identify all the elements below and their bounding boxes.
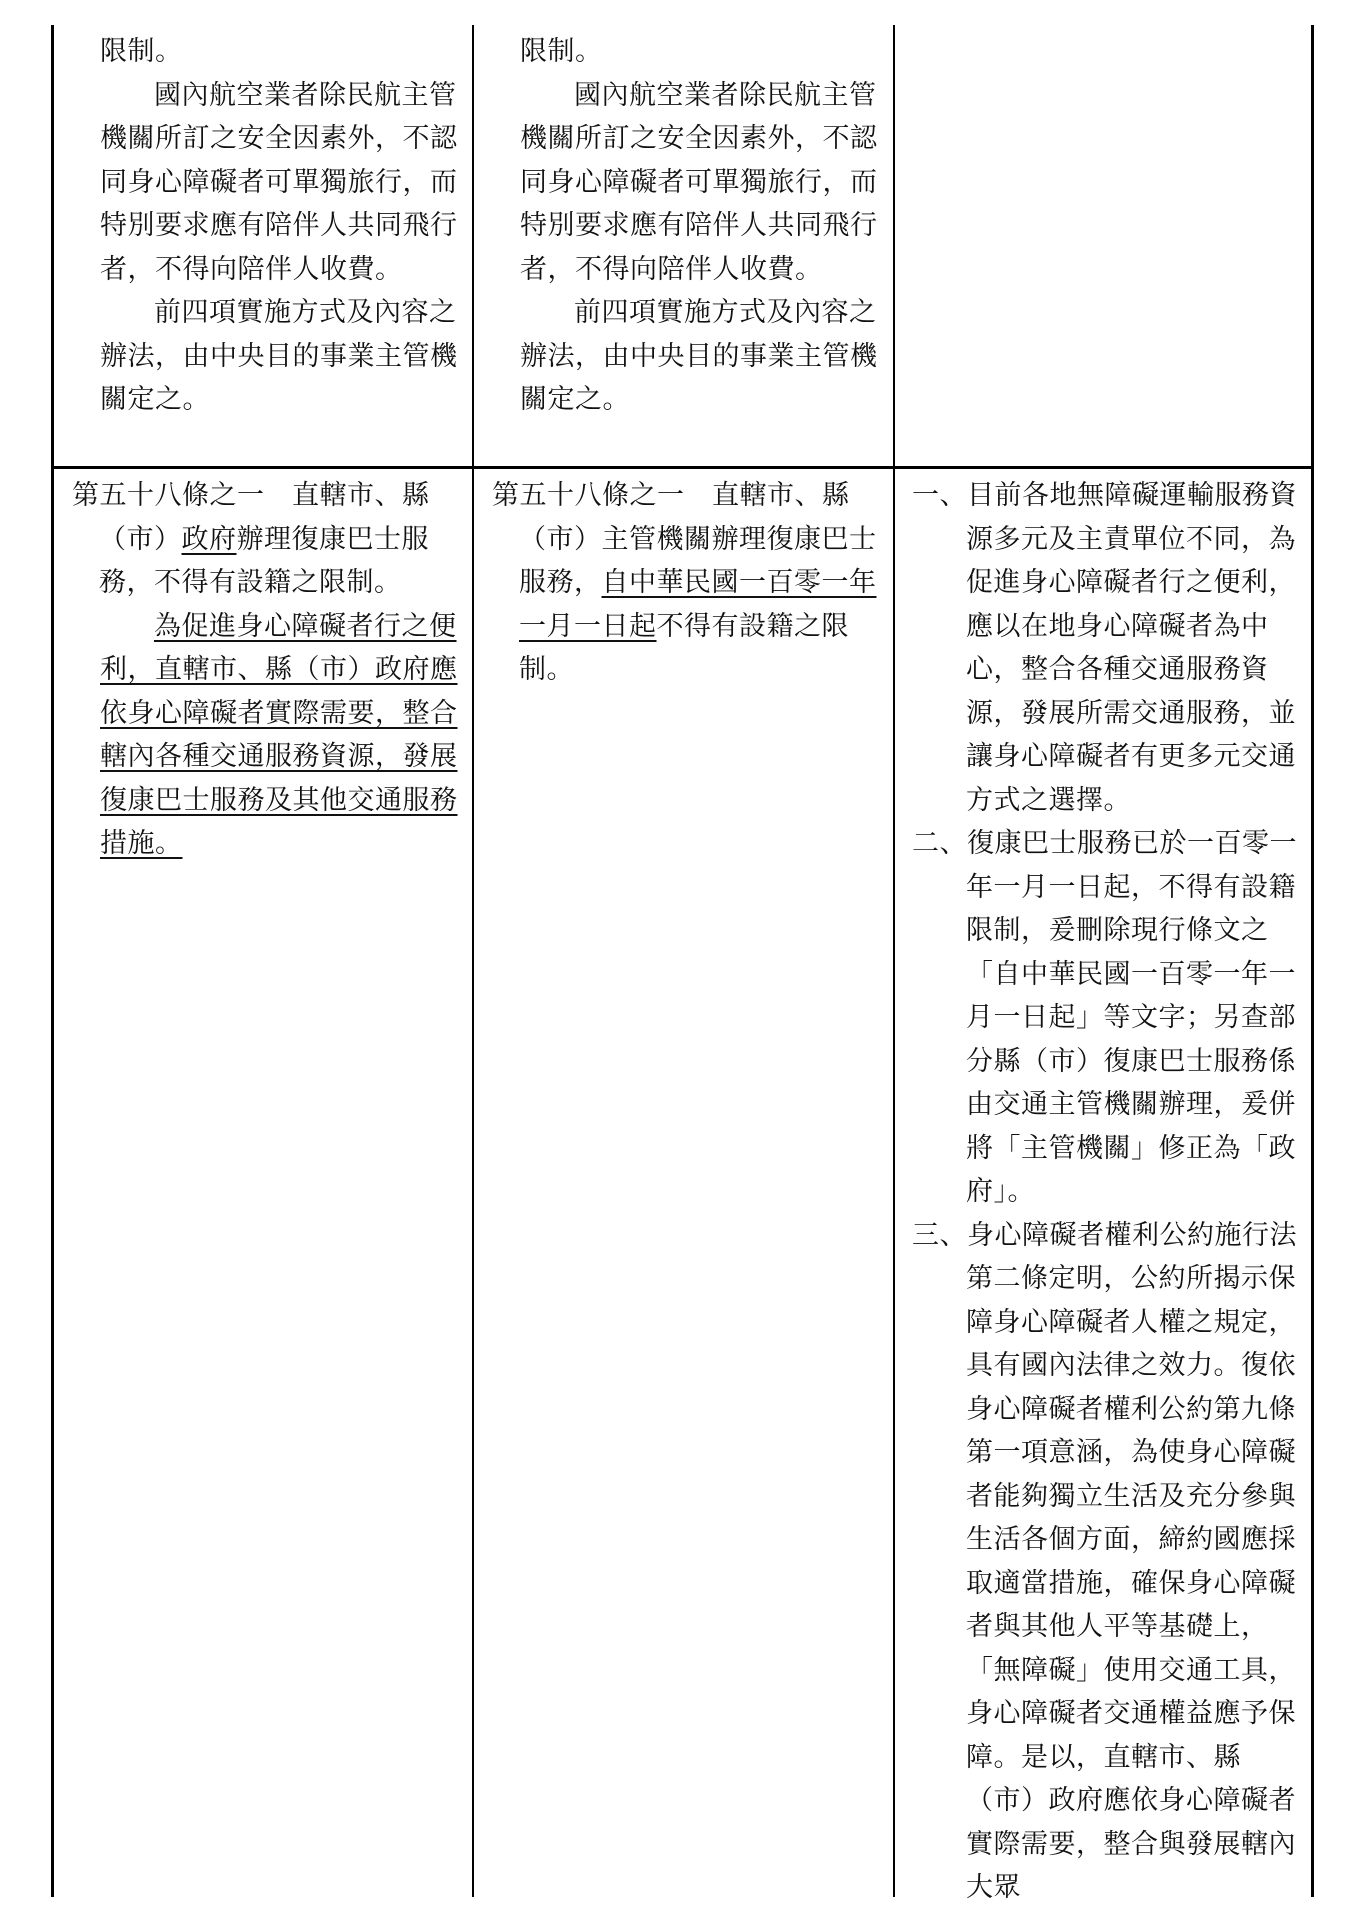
continuation-text: 限制。 xyxy=(100,36,183,67)
top-row-col2-cell xyxy=(520,30,880,422)
item-text: 復康巴士服務已於一百零一年一月一日起，不得有設籍限制，爰刪除現行條文之「自中華民國一百零一年一月一日起」等文字；另查部分縣（市）復康巴士服務係由交通主管機關辦理，爰併將「主管機關」修正為「政府」。 xyxy=(966,828,1297,1207)
explanation-cell xyxy=(912,474,1300,1910)
paragraph: 前四項實施方式及內容之辦法，由中央目的事業主管機關定之。 xyxy=(520,297,878,415)
underlined-phrase: 自中華民國一百零一年一月一日起 xyxy=(519,567,877,642)
top-row-col1-cell xyxy=(100,30,460,422)
item-number: 二、 xyxy=(912,828,967,859)
article-head: 第五十八條之一 直轄市、縣（市） xyxy=(72,480,430,555)
underlined-amendment: 政府 xyxy=(181,523,237,555)
item-text: 身心障礙者權利公約施行法第二條定明，公約所揭示保障身心障礙者人權之規定，具有國內法律之效力。復依身心障礙者權利公約第九條第一項意涵，為使身心障礙者能夠獨立生活及充分參與生活各個方面，締約國應採取適當措施，確保身心障礙者與其他人平等基礎上，「無障礙」使用交通工具，身心障礙者交通權益應予保障。是以，直轄市、縣（市）政府應依身心障礙者實際需要，整合與發展轄內大眾 xyxy=(966,1219,1297,1903)
article-head: 第五十八條之一 直轄市、縣（市）主管機關辦理復康巴士服務， xyxy=(492,480,877,598)
explanation-list xyxy=(912,474,1300,1910)
item-number: 一、 xyxy=(912,480,967,511)
continuation-text: 限制。 xyxy=(520,36,603,67)
table-right-border xyxy=(1311,25,1314,1897)
list-item xyxy=(912,1214,1300,1910)
row-divider xyxy=(51,466,1314,469)
table-left-border xyxy=(51,25,54,1897)
paragraph: 國內航空業者除民航主管機關所訂之安全因素外，不認同身心障礙者可單獨旅行，而特別要求應有陪伴人共同飛行者，不得向陪伴人收費。 xyxy=(520,79,878,285)
paragraph: 前四項實施方式及內容之辦法，由中央目的事業主管機關定之。 xyxy=(100,297,458,415)
paragraph: 國內航空業者除民航主管機關所訂之安全因素外，不認同身心障礙者可單獨旅行，而特別要求應有陪伴人共同飛行者，不得向陪伴人收費。 xyxy=(100,79,458,285)
underlined-amendment: 為促進身心障礙者行之便利，直轄市、縣（市）政府應依身心障礙者實際需要，整合轄內各種交通服務資源，發展復康巴士服務及其他交通服務措施。 xyxy=(100,610,458,859)
column-divider-1 xyxy=(472,25,474,1897)
column-divider-2 xyxy=(893,25,895,1897)
article-text xyxy=(492,474,880,692)
item-number: 三、 xyxy=(912,1219,967,1251)
item-text: 目前各地無障礙運輸服務資源多元及主責單位不同，為促進身心障礙者行之便利，應以在地身心障礙者為中心，整合各種交通服務資源，發展所需交通服務，並讓身心障礙者有更多元交通方式之選擇。 xyxy=(966,480,1297,816)
list-item xyxy=(912,474,1300,822)
new-paragraph xyxy=(72,605,460,866)
article-rest: 不得有設籍之限制。 xyxy=(519,610,849,685)
article-text xyxy=(72,474,460,605)
amended-article-cell xyxy=(72,474,460,866)
list-item xyxy=(912,822,1300,1214)
article-rest: 辦理復康巴士服務，不得有設籍之限制。 xyxy=(99,523,429,598)
current-article-cell xyxy=(492,474,880,692)
